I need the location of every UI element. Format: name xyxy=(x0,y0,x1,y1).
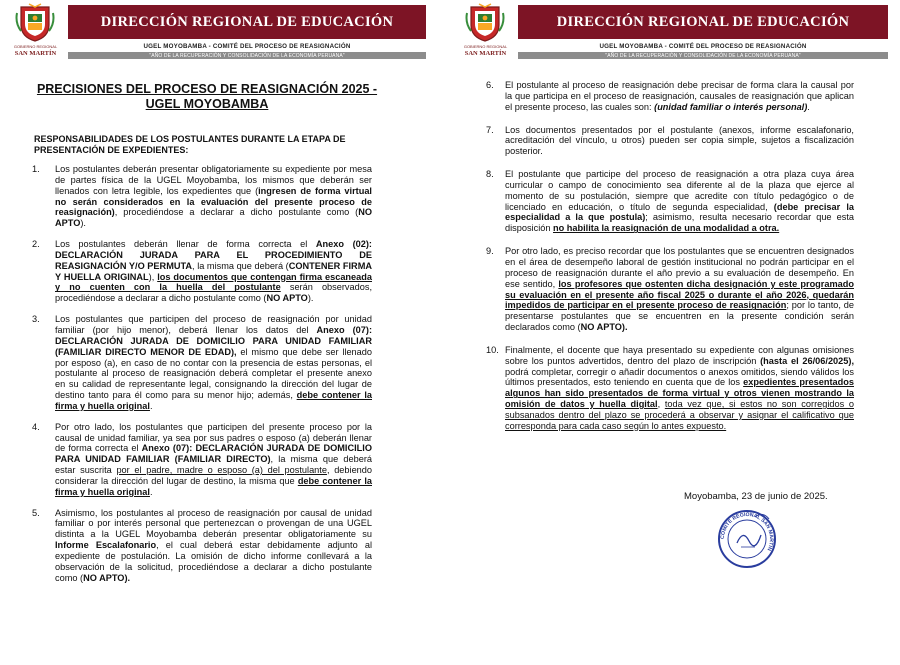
list-item-10: 10. Finalmente, el docente que haya presentado su expediente con algunas omisiones sobre los puntos advertidos, dentro del plazo de inscripción (hasta el 26/06/2025), podrá completar, corregir o añadir documentos o anexos omitidos, siendo válidos los últimos presentados, esto teniendo en cuenta que de los expedientes presentados algunos han sido presentados de forma virtual y otros vienen mostrando la omisión de datos y huella digital, toda vez que, si estos no son corregidos o subsanados dentro del plazo se procederá a observar y asignar el calificativo que corresponda para cada caso según lo antes expuesto. xyxy=(486,344,854,431)
list-item-9: 9. Por otro lado, es preciso recordar que los postulantes que se encuentren designados en el área de desempeño laboral de gestión institucional no podrán participar en el proceso de reasignación durante el año previo a su evaluación de desempeño. En ese sentido, los profesores que ostenten dicha designación y este programado su evaluación en el presente año fiscal 2025 o durante el año 2026, quedarán impedidos de participar en el presente proceso de reasignación; por lo tanto, de presentarse postulantes que se encuentren en la presente condición serán declarados como (NO APTO). xyxy=(486,246,854,333)
item-number: 7. xyxy=(486,124,494,135)
header-motto: "AÑO DE LA RECUPERACIÓN Y CONSOLIDACIÓN DE LA ECONOMÍA PERUANA" xyxy=(518,52,888,59)
list-item-7: 7. Los documentos presentados por el postulante (anexos, informe escalafonario, acreditación del vínculo, u otros) pueden ser copia simple, sujetos a fiscalización posterior. xyxy=(486,124,854,157)
header-motto: "AÑO DE LA RECUPERACIÓN Y CONSOLIDACIÓN DE LA ECONOMÍA PERUANA" xyxy=(68,52,426,59)
banner-title: DIRECCIÓN REGIONAL DE EDUCACIÓN xyxy=(68,5,426,39)
list-item-3: 3. Los postulantes que participen del proceso de reasignación por unidad familiar (por hijo menor), deberá llenar los datos del Anexo (07): DECLARACIÓN JURADA DE DOMICILIO PARA UNIDAD FAMILIAR (FAMILIAR DIRECTO MENOR DE EDAD), el mismo que debe ser llenado por esposo (a), en caso de no contar con la presencia de estas personas, el postulante al proceso de reasignación deberá completar el presente anexo en su calidad de representante legal, consignando la dirección del lugar de destino tanto para él como para su menor hijo; además, debe contener la firma y huella original. xyxy=(32,314,372,411)
item-number: 2. xyxy=(32,239,40,250)
item-number: 5. xyxy=(32,507,40,518)
logo-caption-small: GOBIERNO REGIONAL xyxy=(13,44,58,49)
page-right xyxy=(450,0,900,665)
letterhead xyxy=(8,3,428,63)
document-title xyxy=(22,82,392,112)
item-number: 10. xyxy=(486,344,499,355)
regional-government-logo xyxy=(8,3,63,63)
logo-caption-big: SAN MARTÍN xyxy=(14,50,57,57)
list-item-1: 1. Los postulantes deberán presentar obligatoriamente su expediente por mesa de partes física de la UGEL Moyobamba, los mismos que deberán ser llenados con letra legible, los expedientes que (ingresen de forma virtual no serán considerados en la evaluación del presente proceso de reasignación), procediéndose a declarar a dicho postulante como (NO APTO). xyxy=(32,164,372,229)
item-number: 1. xyxy=(32,164,40,174)
item-number: 6. xyxy=(486,80,494,90)
logo-caption-small: GOBIERNO REGIONAL xyxy=(463,44,508,49)
item-number: 3. xyxy=(32,314,40,325)
regional-government-logo xyxy=(458,3,513,63)
list-item-8: 8. El postulante que participe del proceso de reasignación a otra plaza cuya área curricular o campo de conocimiento sea diferente al de la plaza que ejerce al momento de su postulación, siempre que acredite con título pedagógico o de licenciado en educación, o título de segunda especialidad, (debe precisar la especialidad a la que postula); asimismo, resulta necesario recordar que esta disposición no habilita la reasignación de una modalidad a otra. xyxy=(486,169,854,234)
section-title: RESPONSABILIDADES DE LOS POSTULANTES DURANTE LA ETAPA DE PRESENTACIÓN DE EXPEDIENTES: xyxy=(34,134,346,155)
logo-caption-big: SAN MARTÍN xyxy=(464,50,507,57)
list-item-2: 2. Los postulantes deberán llenar de forma correcta el Anexo (02): DECLARACIÓN JURADA PARA EL PROCEDIMIENTO DE REASIGNACIÓN Y/O PERMUTA, la misma que deberá (CONTENER FIRMA Y HUELLA ORIGINAL), los documentos que contengan firma escaneada y no cuenten con la huella del postulante serán observados, procediéndose a declarar a dicho postulante como (NO APTO). xyxy=(32,239,373,304)
coat-of-arms-icon xyxy=(465,3,505,43)
banner-title: DIRECCIÓN REGIONAL DE EDUCACIÓN xyxy=(518,5,888,39)
precisions-list-right xyxy=(482,80,854,444)
header-subtitle: UGEL MOYOBAMBA - COMITÉ DEL PROCESO DE REASIGNACIÓN xyxy=(599,43,807,50)
seal-stamp-icon xyxy=(715,507,779,571)
stamp-text: COMITÉ REGIONAL SAN MARTÍN xyxy=(719,511,775,552)
list-item-5: 5. Asimismo, los postulantes al proceso de reasignación por causal de unidad familiar o por interés personal que pertenezcan o provengan de una UGEL distinta a la UGEL Moyobamba deberán presentar obligatoriamente su Informe Escalafonario, el cual deberá estar debidamente adjunto al expediente de postulación. La omisión de dicho informe conllevará a la observación de la solicitud, procediéndose a declarar a dicho postulante como (NO APTO). xyxy=(32,507,372,583)
document-title-line1: PRECISIONES DEL PROCESO DE REASIGNACIÓN 2025 - xyxy=(36,82,378,96)
place-date: Moyobamba, 23 de junio de 2025. xyxy=(684,491,828,502)
item-number: 4. xyxy=(32,421,40,432)
document-title-line2: UGEL MOYOBAMBA xyxy=(145,97,269,111)
precisions-list-left xyxy=(32,164,372,594)
item-number: 8. xyxy=(486,169,494,180)
committee-stamp xyxy=(715,507,779,571)
letterhead xyxy=(458,3,890,63)
item-number: 9. xyxy=(486,246,494,257)
header-subtitle: UGEL MOYOBAMBA - COMITÉ DEL PROCESO DE REASIGNACIÓN xyxy=(143,43,351,50)
coat-of-arms-icon xyxy=(15,3,55,43)
list-item-4: 4. Por otro lado, los postulantes que participen del presente proceso por la causal de unidad familiar, ya sea por sus padres o esposo (a) deberán llenar de forma correcta el Anexo (07): DECLARACIÓN JURADA DE DOMICILIO PARA UNIDAD FAMILIAR (FAMILIAR DIRECTO), la misma que deberá estar suscrita por el padre, madre o esposo (a) del postulante, debiendo considerar la dirección del lugar de destino, la misma que debe contener la firma y huella original. xyxy=(32,421,373,497)
list-item-6: 6. El postulante al proceso de reasignación debe precisar de forma clara la causal por la que participa en el proceso de reasignación, causales de reasignación que aplican el presente proceso, las cuales son: (unidad familiar o interés personal). xyxy=(486,80,854,112)
